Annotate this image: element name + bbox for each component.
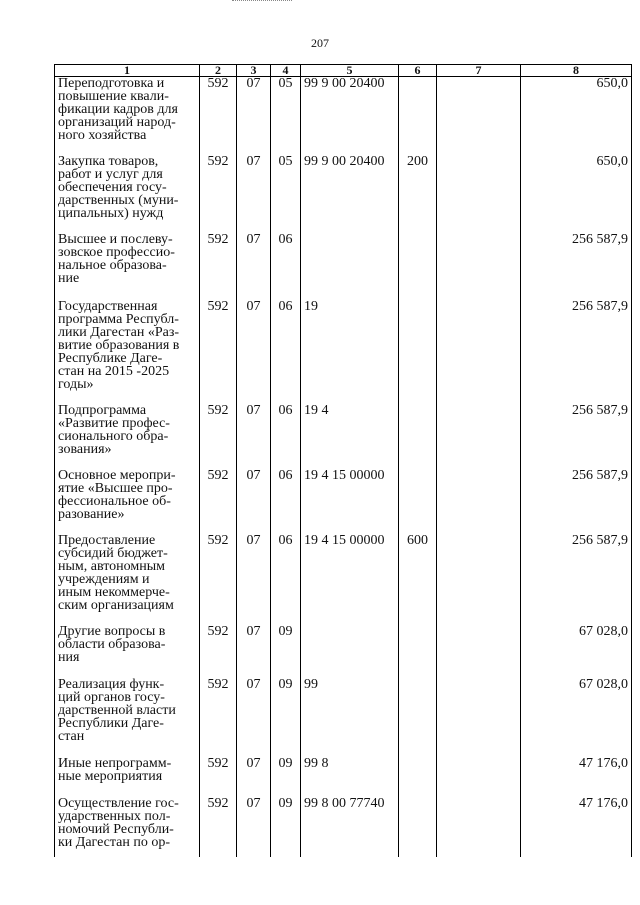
admin-code-cell: 592 xyxy=(200,155,237,233)
admin-code-cell: 592 xyxy=(200,625,237,678)
column-7-cell xyxy=(437,678,521,757)
column-header: 2 xyxy=(200,65,237,77)
row-name-cell: Осуществление гос- ударственных пол- номочий Республи- ки Дагестан по ор- xyxy=(55,797,200,857)
target-article-cell: 19 4 15 00000 xyxy=(301,469,399,534)
expense-type-cell xyxy=(399,469,437,534)
table-row xyxy=(55,233,632,300)
subsection-code-cell: 06 xyxy=(271,233,301,300)
subsection-code-cell: 09 xyxy=(271,678,301,757)
column-7-cell xyxy=(437,625,521,678)
row-name-cell: Иные непрограмм- ные мероприятия xyxy=(55,757,200,797)
target-article-cell xyxy=(301,625,399,678)
subsection-code-cell: 05 xyxy=(271,77,301,156)
admin-code-cell: 592 xyxy=(200,757,237,797)
target-article-cell: 19 xyxy=(301,300,399,404)
amount-cell: 256 587,9 xyxy=(521,534,632,625)
amount-cell: 650,0 xyxy=(521,77,632,156)
admin-code-cell: 592 xyxy=(200,300,237,404)
page-number: 207 xyxy=(311,36,329,50)
section-code-cell: 07 xyxy=(237,797,271,857)
admin-code-cell: 592 xyxy=(200,469,237,534)
amount-cell: 67 028,0 xyxy=(521,678,632,757)
column-header: 8 xyxy=(521,65,632,77)
subsection-code-cell: 06 xyxy=(271,534,301,625)
amount-cell: 650,0 xyxy=(521,155,632,233)
section-code-cell: 07 xyxy=(237,534,271,625)
row-name-cell: Подпрограмма «Развитие профес- сионального обра- зования» xyxy=(55,404,200,469)
column-7-cell xyxy=(437,233,521,300)
budget-table xyxy=(54,64,632,857)
amount-cell: 256 587,9 xyxy=(521,469,632,534)
expense-type-cell: 600 xyxy=(399,534,437,625)
target-article-cell: 19 4 xyxy=(301,404,399,469)
table-row xyxy=(55,300,632,404)
section-code-cell: 07 xyxy=(237,300,271,404)
column-header: 1 xyxy=(55,65,200,77)
subsection-code-cell: 06 xyxy=(271,404,301,469)
column-header: 6 xyxy=(399,65,437,77)
expense-type-cell: 200 xyxy=(399,155,437,233)
section-code-cell: 07 xyxy=(237,233,271,300)
row-name-cell: Высшее и послеву- зовское профессио- нальное образова- ние xyxy=(55,233,200,300)
column-7-cell xyxy=(437,469,521,534)
expense-type-cell xyxy=(399,77,437,156)
table-row xyxy=(55,77,632,156)
expense-type-cell xyxy=(399,300,437,404)
table-row xyxy=(55,678,632,757)
table-row xyxy=(55,625,632,678)
expense-type-cell xyxy=(399,404,437,469)
expense-type-cell xyxy=(399,233,437,300)
column-7-cell xyxy=(437,404,521,469)
subsection-code-cell: 06 xyxy=(271,469,301,534)
column-7-cell xyxy=(437,77,521,156)
amount-cell: 256 587,9 xyxy=(521,404,632,469)
column-7-cell xyxy=(437,155,521,233)
admin-code-cell: 592 xyxy=(200,233,237,300)
table-row xyxy=(55,757,632,797)
section-code-cell: 07 xyxy=(237,155,271,233)
section-code-cell: 07 xyxy=(237,404,271,469)
amount-cell: 47 176,0 xyxy=(521,757,632,797)
section-code-cell: 07 xyxy=(237,757,271,797)
admin-code-cell: 592 xyxy=(200,77,237,156)
table-row xyxy=(55,404,632,469)
row-name-cell: Государственная программа Республ- лики Дагестан «Раз- витие образования в Республике Даге- стан на 2015 -2025 годы» xyxy=(55,300,200,404)
admin-code-cell: 592 xyxy=(200,678,237,757)
row-name-cell: Реализация функ- ций органов госу- дарственной власти Республики Даге- стан xyxy=(55,678,200,757)
subsection-code-cell: 09 xyxy=(271,797,301,857)
admin-code-cell: 592 xyxy=(200,797,237,857)
table-row xyxy=(55,797,632,857)
column-header: 4 xyxy=(271,65,301,77)
expense-type-cell xyxy=(399,678,437,757)
column-header: 7 xyxy=(437,65,521,77)
target-article-cell xyxy=(301,233,399,300)
row-name-cell: Закупка товаров, работ и услуг для обеспечения госу- дарственных (муни- ципальных) нужд xyxy=(55,155,200,233)
column-7-cell xyxy=(437,534,521,625)
admin-code-cell: 592 xyxy=(200,534,237,625)
row-name-cell: Предоставление субсидий бюджет- ным, автономным учреждениям и иным некоммерче- ским организациям xyxy=(55,534,200,625)
target-article-cell: 99 8 xyxy=(301,757,399,797)
expense-type-cell xyxy=(399,625,437,678)
expense-type-cell xyxy=(399,797,437,857)
amount-cell: 47 176,0 xyxy=(521,797,632,857)
column-7-cell xyxy=(437,300,521,404)
subsection-code-cell: 06 xyxy=(271,300,301,404)
target-article-cell: 99 xyxy=(301,678,399,757)
target-article-cell: 99 9 00 20400 xyxy=(301,77,399,156)
column-7-cell xyxy=(437,797,521,857)
amount-cell: 256 587,9 xyxy=(521,233,632,300)
table-row xyxy=(55,469,632,534)
amount-cell: 67 028,0 xyxy=(521,625,632,678)
section-code-cell: 07 xyxy=(237,625,271,678)
column-7-cell xyxy=(437,757,521,797)
target-article-cell: 99 9 00 20400 xyxy=(301,155,399,233)
scan-mark xyxy=(232,0,292,3)
target-article-cell: 99 8 00 77740 xyxy=(301,797,399,857)
row-name-cell: Переподготовка и повышение квали- фикации кадров для организаций народ- ного хозяйства xyxy=(55,77,200,156)
row-name-cell: Основное меропри- ятие «Высшее про- фессиональное об- разование» xyxy=(55,469,200,534)
amount-cell: 256 587,9 xyxy=(521,300,632,404)
table-row xyxy=(55,155,632,233)
subsection-code-cell: 09 xyxy=(271,757,301,797)
admin-code-cell: 592 xyxy=(200,404,237,469)
table-row xyxy=(55,534,632,625)
table-header-row xyxy=(55,65,632,77)
section-code-cell: 07 xyxy=(237,77,271,156)
column-header: 5 xyxy=(301,65,399,77)
column-header: 3 xyxy=(237,65,271,77)
section-code-cell: 07 xyxy=(237,678,271,757)
row-name-cell: Другие вопросы в области образова- ния xyxy=(55,625,200,678)
expense-type-cell xyxy=(399,757,437,797)
target-article-cell: 19 4 15 00000 xyxy=(301,534,399,625)
subsection-code-cell: 09 xyxy=(271,625,301,678)
section-code-cell: 07 xyxy=(237,469,271,534)
subsection-code-cell: 05 xyxy=(271,155,301,233)
